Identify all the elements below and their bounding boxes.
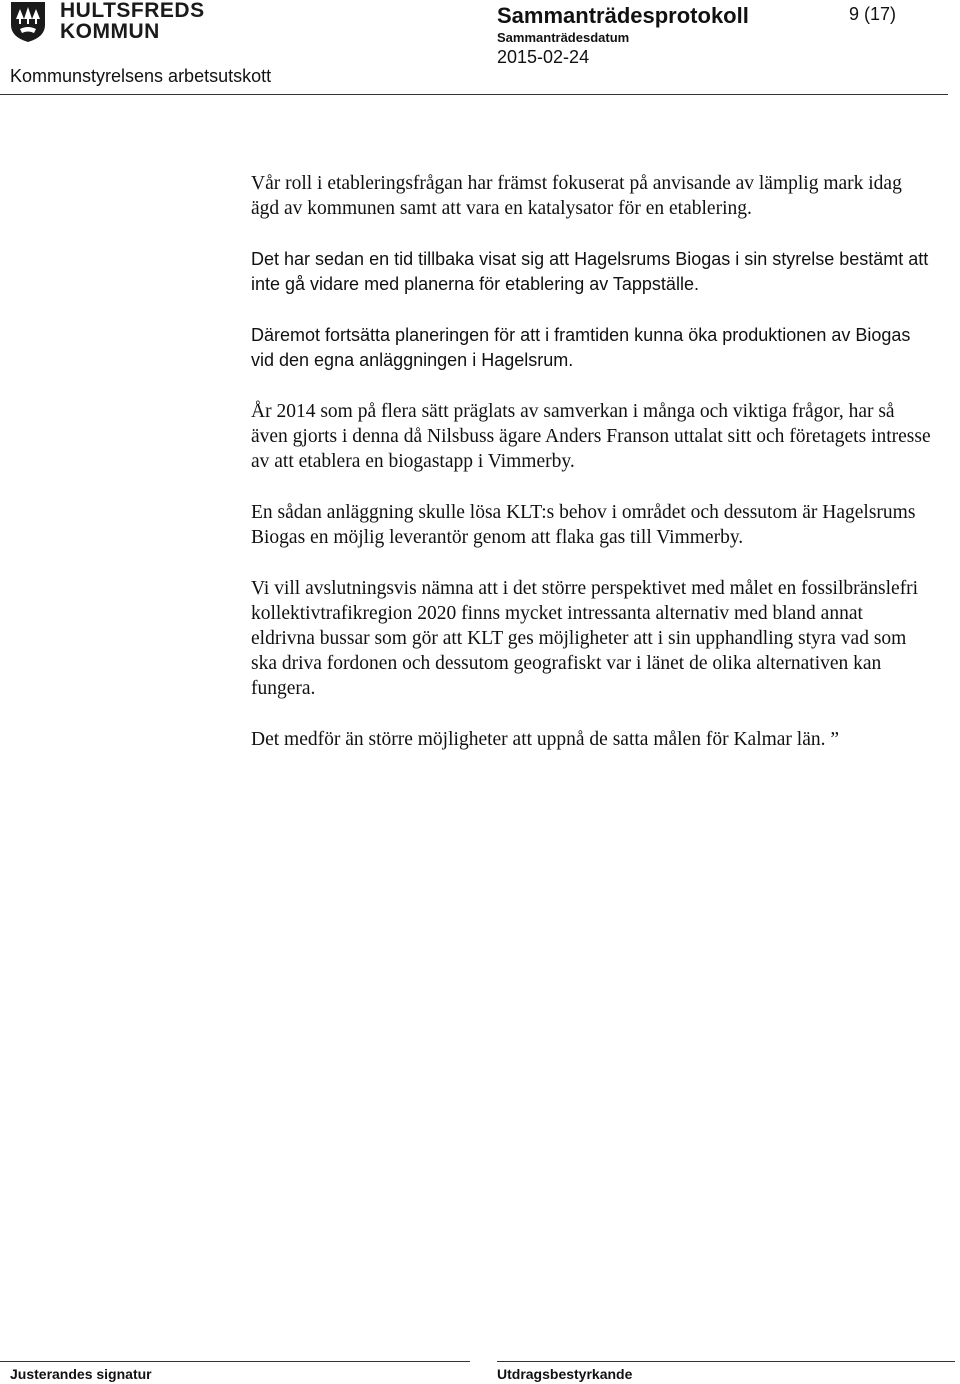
- date-label: Sammanträdesdatum: [497, 30, 630, 45]
- logo-line-2: KOMMUN: [60, 20, 160, 43]
- signature-label: Justerandes signatur: [10, 1366, 152, 1382]
- coat-of-arms-icon: [10, 1, 46, 43]
- paragraph: Det har sedan en tid tillbaka visat sig att Hagelsrums Biogas i sin styrelse bestämt att inte gå vidare med planerna för etablering av Tappställe.: [251, 249, 929, 294]
- paragraph: Däremot fortsätta planeringen för att i framtiden kunna öka produktionen av Biogas vid den egna anläggningen i Hagelsrum.: [251, 325, 911, 370]
- document-body: [251, 171, 931, 778]
- logo-line-1: HULTSFREDS: [60, 0, 205, 22]
- header-divider: [0, 94, 948, 95]
- footer-divider-left: [0, 1361, 470, 1362]
- document-title: Sammanträdesprotokoll: [497, 3, 749, 28]
- paragraph: En sådan anläggning skulle lösa KLT:s behov i området och dessutom är Hagelsrums Biogas en möjlig leverantör genom att flaka gas till Vimmerby.: [251, 502, 916, 548]
- paragraph: Vi vill avslutningsvis nämna att i det större perspektivet med målet en fossilbränslefri kollektivtrafikregion 2020 finns mycket intressanta alternativ med bland annat eldrivna bussar som gör att KLT ges möjligheter att i sin upphandling styra vad som ska driva fordonen och dessutom geografiskt var i länet de olika alternativen kan fungera.: [251, 578, 919, 699]
- municipality-logo: [10, 0, 205, 44]
- page-number: 9 (17): [849, 4, 897, 24]
- paragraph: Vår roll i etableringsfrågan har främst fokuserat på anvisande av lämplig mark idag ägd av kommunen samt att vara en katalysator för en etablering.: [251, 173, 902, 219]
- organization-name: Kommunstyrelsens arbetsutskott: [10, 66, 272, 86]
- certificate-label: Utdragsbestyrkande: [497, 1366, 633, 1382]
- paragraph: År 2014 som på flera sätt präglats av samverkan i många och viktiga frågor, har så även gjorts i denna då Nilsbuss ägare Anders Franson uttalat sitt och företagets intresse av att etablera en biogastapp i Vimmerby.: [251, 401, 931, 472]
- footer-divider-right: [497, 1361, 955, 1362]
- date-value: 2015-02-24: [497, 47, 590, 67]
- paragraph: Det medför än större möjligheter att uppnå de satta målen för Kalmar län. ”: [251, 729, 840, 750]
